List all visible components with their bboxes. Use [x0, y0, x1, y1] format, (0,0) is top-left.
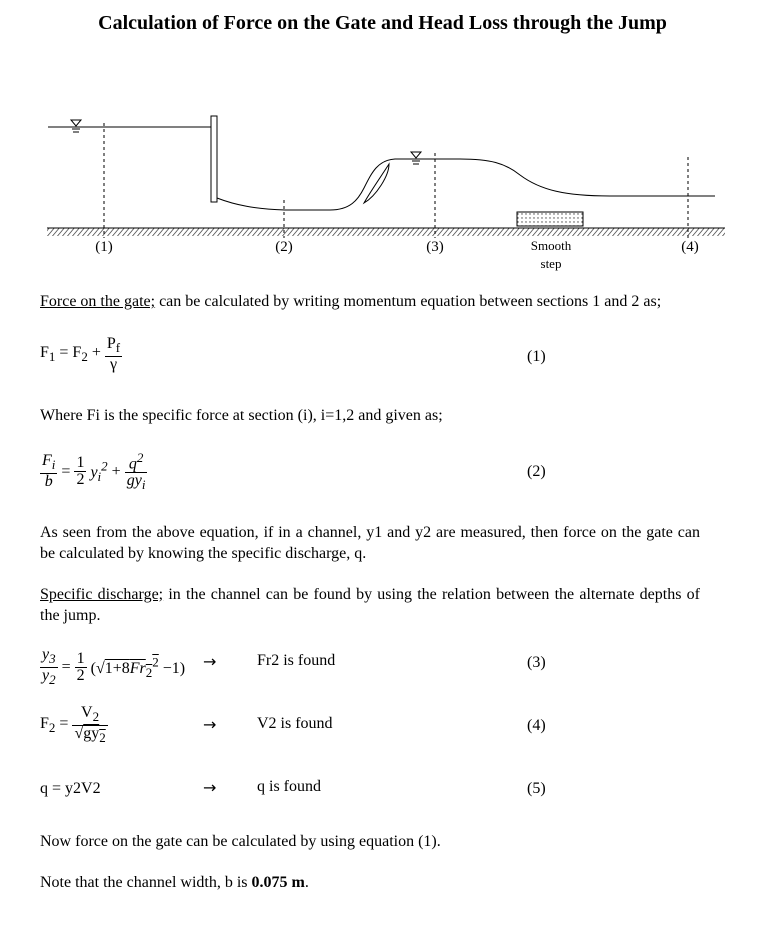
paragraph-specific-force: Where Fi is the specific force at section (i), i=1,2 and given as; [40, 407, 443, 424]
paragraph-text: Note that the channel width, b is [40, 874, 252, 891]
jump-roller [364, 164, 389, 203]
section-label-2: (2) [275, 239, 293, 255]
step-result: Fr2 is found [257, 652, 336, 669]
section-label-4: (4) [681, 239, 699, 255]
underlined-term: Force on the gate; [40, 293, 156, 310]
step-result: V2 is found [257, 715, 333, 732]
water-level-icon [411, 152, 421, 164]
paragraph-force-on-gate [40, 291, 700, 312]
step-result: q is found [257, 778, 321, 795]
arrow-icon: → [203, 652, 217, 671]
equation-number: (1) [527, 348, 546, 365]
section-label-3: (3) [426, 239, 444, 255]
paragraph-text: in the channel can be found by using the relation between the alternate depths of the jump. [40, 586, 700, 624]
paragraph-measured-depths: As seen from the above equation, if in a channel, y1 and y2 are measured, then force on the gate can be calculated by knowing the specific discharge, q. [40, 524, 700, 562]
underlined-term: Specific discharge; [40, 586, 164, 603]
equation-3: $\frac{y_3}{y_2}$ = $\frac{1}{2}$ $(√1+8Fr_2^2 -1)$ [42, 646, 186, 688]
water-level-icon [71, 120, 81, 132]
step-label: Smooth [530, 238, 572, 253]
channel-width-value: 0.075 m [251, 874, 305, 891]
arrow-icon: → [203, 778, 217, 797]
paragraph-text: can be calculated by writing momentum equation between sections 1 and 2 as; [155, 293, 662, 310]
equation-number: (3) [527, 654, 546, 671]
equation-4: $F_2$ = $\frac{V_2}{√gy_2}$ [40, 704, 106, 746]
equation-5: q = y2V2 [40, 780, 101, 797]
equation-2: $\frac{F_i}{b}$ = $\frac{1}{2}$ $y_i^2$ + $\frac{q^2}{gy_i}$ [42, 450, 146, 493]
channel-bed [47, 228, 725, 236]
equation-number: (4) [527, 717, 546, 734]
paragraph-text: . [304, 874, 309, 891]
step-label: step [540, 256, 562, 271]
arrow-icon: → [203, 715, 217, 734]
sluice-gate [211, 116, 217, 202]
equation-1: $F_1 = F_2$ + $\frac{P_f}{\gamma}$ [40, 335, 121, 374]
equation-number: (5) [527, 780, 546, 797]
paragraph-conclusion: Now force on the gate can be calculated by using equation (1). [40, 833, 441, 850]
channel-diagram [0, 0, 765, 290]
page-title: Calculation of Force on the Gate and Head Loss through the Jump [98, 12, 667, 34]
flow-profile [217, 159, 715, 210]
equation-number: (2) [527, 463, 546, 480]
smooth-step [517, 212, 583, 226]
section-label-1: (1) [95, 239, 113, 255]
paragraph-channel-width [40, 872, 700, 893]
paragraph-specific-discharge [40, 584, 700, 626]
